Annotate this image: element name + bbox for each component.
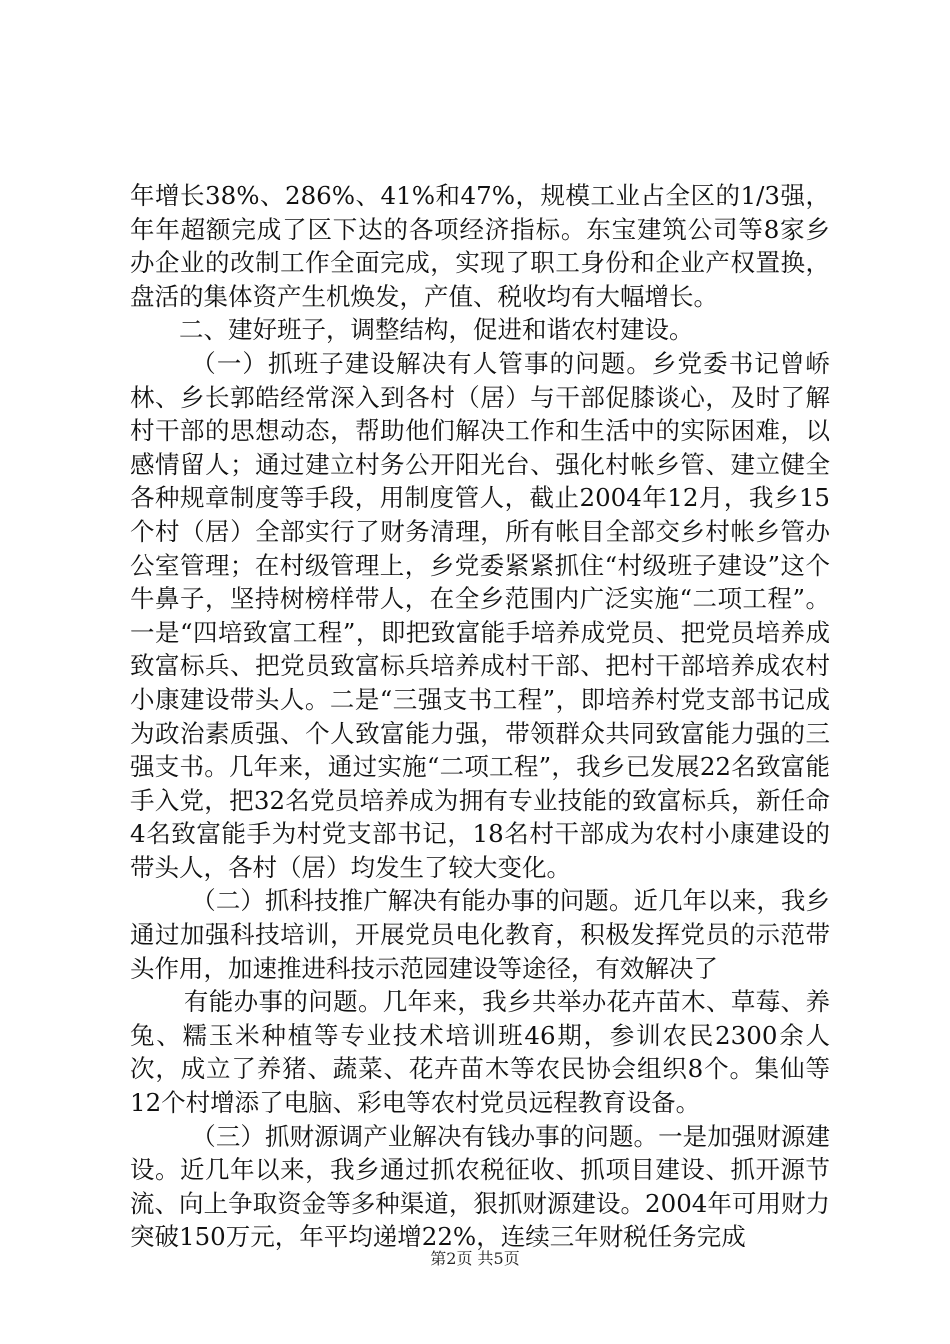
paragraph-tech-promotion: （二）抓科技推广解决有能办事的问题。近几年以来，我乡通过加强科技培训，开展党员电化教育，积极发挥党员的示范带头作用，加速推进科技示范园建设等途径，有效解决了 (130, 886, 830, 983)
document-body (130, 179, 830, 1254)
paragraph-continued-growth: 年增长38%、286%、41%和47%，规模工业占全区的1/3强，年年超额完成了区下达的各项经济指标。东宝建筑公司等8家乡办企业的改制工作全面完成，实现了职工身份和企业产权置换，盘活的集体资产生机焕发，产值、税收均有大幅增长。 (130, 181, 830, 311)
paragraph-finance: （三）抓财源调产业解决有钱办事的问题。一是加强财源建设。近几年以来，我乡通过抓农税征收、抓项目建设、抓开源节流、向上争取资金等多种渠道，狠抓财源建设。2004年可用财力突破150万元，年平均递增22%，连续三年财税任务完成 (130, 1121, 830, 1252)
paragraph-tech-continued: 有能办事的问题。几年来，我乡共举办花卉苗木、草莓、养兔、糯玉米种植等专业技术培训班46期，参训农民2300余人次，成立了养猪、蔬菜、花卉苗木等农民协会组织8个。集仙等12个村增添了电脑、彩电等农村党员远程教育设备。 (130, 987, 830, 1118)
paragraph-team-building: （一）抓班子建设解决有人管事的问题。乡党委书记曾峤林、乡长郭皓经常深入到各村（居）与干部促膝谈心，及时了解村干部的思想动态，帮助他们解决工作和生活中的实际困难，以感情留人；通过建立村务公开阳光台、强化村帐乡管、建立健全各种规章制度等手段，用制度管人，截止2004年12月，我乡15个村（居）全部实行了财务清理，所有帐目全部交乡村帐乡管办公室管理；在村级管理上，乡党委紧紧抓住“村级班子建设”这个牛鼻子，坚持树榜样带人，在全乡范围内广泛实施“二项工程”。一是“四培致富工程”，即把致富能手培养成党员、把党员培养成致富标兵、把党员致富标兵培养成村干部、把村干部培养成农村小康建设带头人。二是“三强支书工程”，即培养村党支部书记成为政治素质强、个人致富能力强，带领群众共同致富能力强的三强支书。几年来，通过实施“二项工程”，我乡已发展22名致富能手入党，把32名党员培养成为拥有专业技能的致富标兵，新任命4名致富能手为村党支部书记，18名村干部成为农村小康建设的带头人，各村（居）均发生了较大变化。 (130, 348, 830, 882)
page-number-label: 第2页 共5页 (430, 1249, 520, 1268)
section-heading-two: 二、建好班子，调整结构，促进和谐农村建设。 (179, 315, 694, 345)
page-footer (0, 1246, 950, 1269)
